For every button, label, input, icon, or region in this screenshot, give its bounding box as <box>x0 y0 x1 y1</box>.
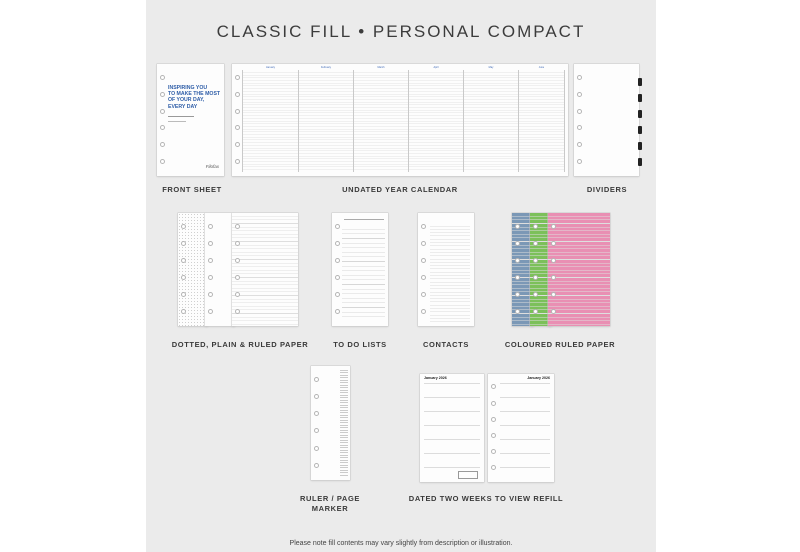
divider-tab <box>638 94 642 102</box>
dividers-image <box>574 64 639 176</box>
punch-hole <box>235 159 240 164</box>
punch-hole <box>515 258 520 263</box>
mini-calendar <box>458 471 478 479</box>
punch-hole <box>335 275 340 280</box>
ruled-paper-image <box>232 213 298 326</box>
punch-hole <box>491 401 496 406</box>
plain-paper-image <box>205 213 235 326</box>
calendar-column: February <box>298 70 353 172</box>
punch-hole <box>208 275 213 280</box>
caption-year-calendar: UNDATED YEAR CALENDAR <box>342 185 458 194</box>
punch-hole <box>235 109 240 114</box>
punch-hole <box>314 446 319 451</box>
punch-holes <box>515 213 521 326</box>
punch-hole <box>515 292 520 297</box>
punch-hole <box>577 142 582 147</box>
calendar-column: June <box>518 70 565 172</box>
calendar-column: March <box>353 70 408 172</box>
punch-hole <box>335 258 340 263</box>
punch-hole <box>577 92 582 97</box>
punch-hole <box>491 433 496 438</box>
punch-hole <box>181 241 186 246</box>
punch-hole <box>551 275 556 280</box>
punch-holes <box>160 64 166 176</box>
punch-hole <box>421 292 426 297</box>
caption-paper: DOTTED, PLAIN & RULED PAPER <box>171 340 309 349</box>
punch-hole <box>335 292 340 297</box>
punch-holes <box>181 213 187 326</box>
page-title: CLASSIC FILL • PERSONAL COMPACT <box>216 22 586 41</box>
punch-hole <box>235 224 240 229</box>
contacts-image <box>418 213 474 326</box>
punch-hole <box>421 224 426 229</box>
punch-hole <box>314 411 319 416</box>
punch-hole <box>235 75 240 80</box>
punch-hole <box>208 292 213 297</box>
punch-hole <box>160 159 165 164</box>
punch-hole <box>208 241 213 246</box>
dotted-paper-image <box>178 213 208 326</box>
punch-hole <box>577 159 582 164</box>
punch-hole <box>335 309 340 314</box>
caption-weekly: DATED TWO WEEKS TO VIEW REFILL <box>408 494 564 503</box>
punch-hole <box>235 125 240 130</box>
punch-hole <box>577 125 582 130</box>
punch-hole <box>515 275 520 280</box>
punch-holes <box>235 64 241 176</box>
punch-hole <box>533 241 538 246</box>
punch-hole <box>491 449 496 454</box>
punch-hole <box>208 309 213 314</box>
punch-hole <box>235 292 240 297</box>
punch-holes <box>208 213 214 326</box>
punch-hole <box>235 241 240 246</box>
punch-hole <box>160 142 165 147</box>
punch-hole <box>314 428 319 433</box>
punch-hole <box>421 241 426 246</box>
front-sheet-image <box>157 64 224 176</box>
caption-to-do: TO DO LISTS <box>333 340 387 349</box>
caption-contacts: CONTACTS <box>423 340 469 349</box>
divider-tab <box>638 142 642 150</box>
coloured-paper-pink <box>548 213 610 326</box>
caption-ruler: RULER / PAGE MARKER <box>300 494 360 513</box>
punch-hole <box>160 109 165 114</box>
punch-hole <box>208 258 213 263</box>
punch-hole <box>491 465 496 470</box>
to-do-header <box>344 219 384 220</box>
punch-hole <box>515 309 520 314</box>
punch-hole <box>235 142 240 147</box>
punch-holes <box>551 213 557 326</box>
caption-dividers: DIVIDERS <box>586 185 628 194</box>
punch-holes <box>533 213 539 326</box>
calendar-column: April <box>408 70 463 172</box>
punch-hole <box>160 75 165 80</box>
punch-hole <box>515 241 520 246</box>
footer-note: Please note fill contents may vary slightly from description or illustration. <box>289 540 513 547</box>
punch-hole <box>551 258 556 263</box>
punch-hole <box>577 109 582 114</box>
weekly-header: January 2026 <box>527 376 550 380</box>
punch-hole <box>533 224 538 229</box>
punch-holes <box>577 64 583 176</box>
caption-front-sheet: FRONT SHEET <box>162 185 222 194</box>
punch-holes <box>491 374 497 482</box>
contacts-rows <box>430 223 470 322</box>
punch-holes <box>421 213 427 326</box>
punch-hole <box>160 125 165 130</box>
weekly-right-page <box>488 374 554 482</box>
front-sheet-tagline: INSPIRING YOU TO MAKE THE MOST OF YOUR DAY, EVERY DAY <box>168 85 221 110</box>
punch-hole <box>235 92 240 97</box>
punch-hole <box>421 309 426 314</box>
punch-hole <box>314 463 319 468</box>
punch-hole <box>335 224 340 229</box>
punch-hole <box>181 309 186 314</box>
punch-hole <box>235 309 240 314</box>
punch-hole <box>551 309 556 314</box>
punch-hole <box>421 275 426 280</box>
punch-hole <box>314 377 319 382</box>
punch-hole <box>491 384 496 389</box>
calendar-column: May <box>463 70 518 172</box>
punch-hole <box>208 224 213 229</box>
punch-hole <box>181 292 186 297</box>
punch-hole <box>533 258 538 263</box>
divider-tab <box>638 158 642 166</box>
ruler-scale <box>340 370 348 476</box>
punch-hole <box>551 241 556 246</box>
to-do-list-image <box>332 213 388 326</box>
caption-coloured-paper: COLOURED RULED PAPER <box>504 340 616 349</box>
punch-holes <box>235 213 241 326</box>
weekly-header: January 2026 <box>424 376 447 380</box>
divider-tab <box>638 110 642 118</box>
divider-tab <box>638 78 642 86</box>
punch-hole <box>181 224 186 229</box>
punch-hole <box>181 258 186 263</box>
divider-tab <box>638 126 642 134</box>
year-calendar-image <box>232 64 568 176</box>
punch-hole <box>335 241 340 246</box>
punch-hole <box>235 258 240 263</box>
punch-hole <box>314 394 319 399</box>
punch-hole <box>421 258 426 263</box>
weekly-days <box>500 383 550 472</box>
punch-hole <box>515 224 520 229</box>
calendar-column: January <box>242 70 298 172</box>
punch-holes <box>314 366 320 480</box>
punch-hole <box>551 292 556 297</box>
punch-hole <box>551 224 556 229</box>
front-sheet-logo: Filofax <box>205 164 219 169</box>
to-do-rows <box>342 225 385 321</box>
punch-holes <box>335 213 341 326</box>
punch-hole <box>533 292 538 297</box>
punch-hole <box>491 417 496 422</box>
punch-hole <box>577 75 582 80</box>
weekly-days <box>424 383 480 472</box>
punch-hole <box>533 309 538 314</box>
front-sheet-fineprint <box>168 121 186 122</box>
punch-hole <box>533 275 538 280</box>
front-sheet-fineprint <box>168 116 194 117</box>
punch-hole <box>181 275 186 280</box>
weekly-left-page <box>420 374 484 482</box>
punch-hole <box>160 92 165 97</box>
punch-hole <box>235 275 240 280</box>
ruler-image <box>311 366 350 480</box>
